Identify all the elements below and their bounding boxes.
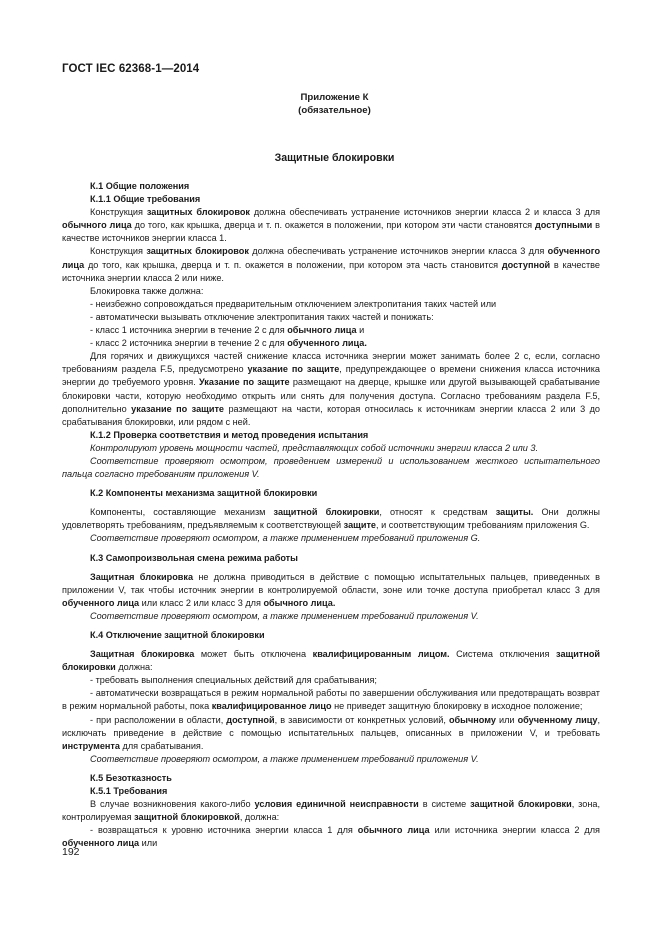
text-run: К.1.2 Проверка соответствия и метод проведения испытания: [90, 429, 369, 440]
paragraph: [62, 674, 600, 687]
bold-term: доступной: [226, 714, 275, 725]
text-run: Они должны удовлетворять требованиям, предъявляемым к соответствующей: [62, 507, 600, 531]
text-run: или источника энергии класса 2 для: [429, 825, 600, 836]
bold-term: защиты.: [495, 507, 534, 518]
appendix-heading: [0, 91, 661, 117]
text-run: Соответствие проверяют осмотром, а также применением требований приложения V.: [90, 610, 479, 621]
text-run: до того, как крышка, дверца и т. п. окажется в положении, при котором эти части становятся: [131, 220, 535, 231]
bold-term: обученного лица.: [287, 338, 367, 349]
paragraph: [62, 285, 600, 298]
paragraph: [62, 648, 600, 674]
text-run: Конструкция: [90, 207, 147, 218]
text-run: - автоматически возвращаться в режим нормальной работы по завершении обслуживания или предотвращать возврат в режим нормальной работы, пока: [62, 688, 600, 712]
text-run: Для горячих и движущихся частей снижение класса источника энергии может занимать более 2 с, если, согласно требованиям раздела F.5, предусмотрено: [62, 351, 600, 375]
text-run: должна:: [115, 662, 153, 673]
text-run: или класс 2 или класс 3 для: [139, 597, 264, 608]
paragraph: [62, 714, 600, 753]
text-run: до того, как крышка, дверца и т. п. окажется в положении, при котором эта часть становится: [84, 259, 502, 270]
paragraph: [62, 824, 600, 850]
text-run: - класс 1 источника энергии в течение 2 с для: [90, 325, 288, 336]
bold-term: обученному лицу: [517, 714, 598, 725]
text-run: или: [495, 714, 518, 725]
bold-term: Защитная блокировка: [90, 571, 194, 582]
text-run: К.1.1 Общие требования: [90, 194, 201, 205]
paragraph: [62, 687, 600, 713]
document-body: [62, 180, 600, 851]
text-run: - возвращаться к уровню источника энергии класса 1 для: [90, 825, 358, 836]
text-run: не приведет защитную блокировку в исходное положение;: [331, 701, 583, 712]
section-heading: [62, 629, 600, 642]
text-run: Контролируют уровень мощности частей, представляющих собой источники энергии класса 2 или 3.: [90, 442, 539, 453]
text-run: Соответствие проверяют осмотром, а также применением требований приложения G.: [90, 533, 481, 544]
section-heading: [62, 772, 600, 785]
bold-term: обычного лица: [62, 220, 132, 231]
bold-term: обычного лица.: [263, 597, 336, 608]
text-run: в качестве источников энергии класса 1.: [62, 220, 601, 244]
bold-term: обычного лица: [287, 325, 357, 336]
bold-term: защитных блокировок: [146, 207, 250, 218]
text-run: , относят к средствам: [379, 507, 496, 518]
paragraph: [62, 455, 600, 481]
bold-term: обычному: [448, 714, 496, 725]
bold-term: защитной блокировкой: [134, 812, 240, 823]
text-run: Компоненты, составляющие механизм: [90, 507, 274, 518]
section-heading: [62, 429, 600, 442]
section-heading: [62, 180, 600, 193]
text-run: может быть отключена: [194, 649, 313, 660]
text-run: В случае возникновения какого-либо: [90, 799, 255, 810]
text-run: - класс 2 источника энергии в течение 2 с для: [90, 338, 288, 349]
bold-term: обученного лица: [62, 246, 601, 270]
bold-term: защитной блокировки: [470, 799, 572, 810]
text-run: Конструкция: [90, 246, 147, 257]
text-run: в системе: [418, 799, 471, 810]
appendix-status: (обязательное): [298, 105, 371, 116]
bold-term: защитной блокировки: [273, 507, 380, 518]
paragraph: [62, 311, 600, 324]
text-run: , должна:: [239, 812, 280, 823]
text-run: , исключать приведение в действие с помощью испытательных пальцев, описанных в приложении V, и требовать: [62, 714, 600, 738]
text-run: размещают на части, которая относилась к источникам энергии класса 2 или 3 до срабатывания блокировки, или рядом с ней.: [62, 403, 600, 427]
bold-term: Указание по защите: [198, 377, 290, 388]
bold-term: условия единичной неисправности: [254, 799, 419, 810]
text-run: размещают на дверце, крышке или другой вызывающей срабатывание блокировки части, которую необходимо открыть или снять для получения доступа. Согласно требованиям раздела F.5, дополнительно: [62, 377, 600, 414]
text-run: не должна приводиться в действие с помощью испытательных пальцев, приведенных в приложении V, так чтобы источник энергии в контролируемой области, зоне или точке доступа приобретал класс 3 для: [62, 571, 601, 595]
bold-term: квалифицированное лицо: [211, 701, 332, 712]
bold-term: указание по защите: [247, 364, 340, 375]
text-run: - при расположении в области,: [90, 714, 227, 725]
text-run: К.4 Отключение защитной блокировки: [90, 630, 265, 640]
paragraph: [62, 206, 600, 245]
paragraph: [62, 350, 600, 429]
paragraph: [62, 506, 600, 532]
text-run: должна обеспечивать устранение источников энергии класса 3 для: [248, 246, 548, 257]
bold-term: защитных блокировок: [146, 246, 249, 257]
appendix-label: Приложение К: [300, 92, 369, 103]
text-run: Система отключения: [449, 649, 557, 660]
paragraph: [62, 245, 600, 284]
bold-term: инструмента: [62, 740, 120, 751]
text-run: и: [356, 325, 365, 336]
text-run: К.3 Самопроизвольная смена режима работы: [90, 552, 298, 563]
bold-term: обученного лица: [62, 597, 140, 608]
text-run: для срабатывания.: [119, 740, 204, 751]
text-run: или: [139, 838, 158, 849]
text-run: , предупреждающее о времени снижения класса источника энергии до требуемого уровня.: [62, 364, 600, 388]
text-run: должна обеспечивать устранение источников энергии класса 2 и класса 3 для: [249, 207, 601, 218]
text-run: , и соответствующим требованиям приложения G.: [376, 520, 590, 531]
bold-term: указание по защите: [131, 403, 225, 414]
paragraph: [62, 324, 600, 337]
text-run: - требовать выполнения специальных действий для срабатывания;: [90, 675, 377, 686]
bold-term: Защитная блокировка: [90, 649, 195, 660]
paragraph: [62, 610, 600, 623]
section-heading: [62, 487, 600, 500]
bold-term: защитной блокировки: [62, 649, 601, 673]
paragraph: [62, 532, 600, 545]
section-heading: [62, 785, 600, 798]
text-run: К.2 Компоненты механизма защитной блокировки: [90, 488, 318, 499]
text-run: К.5 Безотказность: [90, 772, 172, 783]
text-run: Соответствие проверяют осмотром, проведением измерений и использованием жесткого испытательного пальца согласно требованиям приложения V.: [62, 455, 600, 480]
paragraph: [62, 298, 600, 311]
text-run: К.5.1 Требования: [90, 786, 168, 797]
section-heading: [62, 552, 600, 565]
bold-term: защите: [343, 520, 376, 531]
page-number: 192: [62, 846, 80, 858]
paragraph: [62, 753, 600, 766]
page-title: Защитные блокировки: [274, 152, 395, 164]
text-run: Соответствие проверяют осмотром, а также применением требований приложения V.: [90, 753, 479, 764]
text-run: К.1 Общие положения: [90, 181, 190, 191]
paragraph: [62, 571, 600, 610]
text-run: - автоматически вызывать отключение электропитания таких частей и понижать:: [90, 311, 434, 322]
text-run: , зона, контролируемая: [62, 799, 600, 823]
bold-term: обычного лица: [357, 825, 430, 836]
document-header: ГОСТ IEC 62368-1—2014: [62, 63, 200, 75]
text-run: Блокировка также должна:: [90, 285, 204, 296]
bold-term: обученного лица: [62, 838, 140, 849]
text-run: , в зависимости от конкретных условий,: [274, 714, 449, 725]
paragraph: [62, 442, 600, 455]
bold-term: доступной: [501, 259, 551, 270]
section-heading: [62, 193, 600, 206]
text-run: в качестве источника энергии класса 2 или ниже.: [62, 259, 600, 283]
bold-term: квалифицированным лицом.: [312, 649, 450, 660]
paragraph: [62, 337, 600, 350]
bold-term: доступными: [534, 220, 593, 231]
paragraph: [62, 798, 600, 824]
text-run: - неизбежно сопровождаться предварительным отключением электропитания таких частей или: [90, 298, 497, 309]
